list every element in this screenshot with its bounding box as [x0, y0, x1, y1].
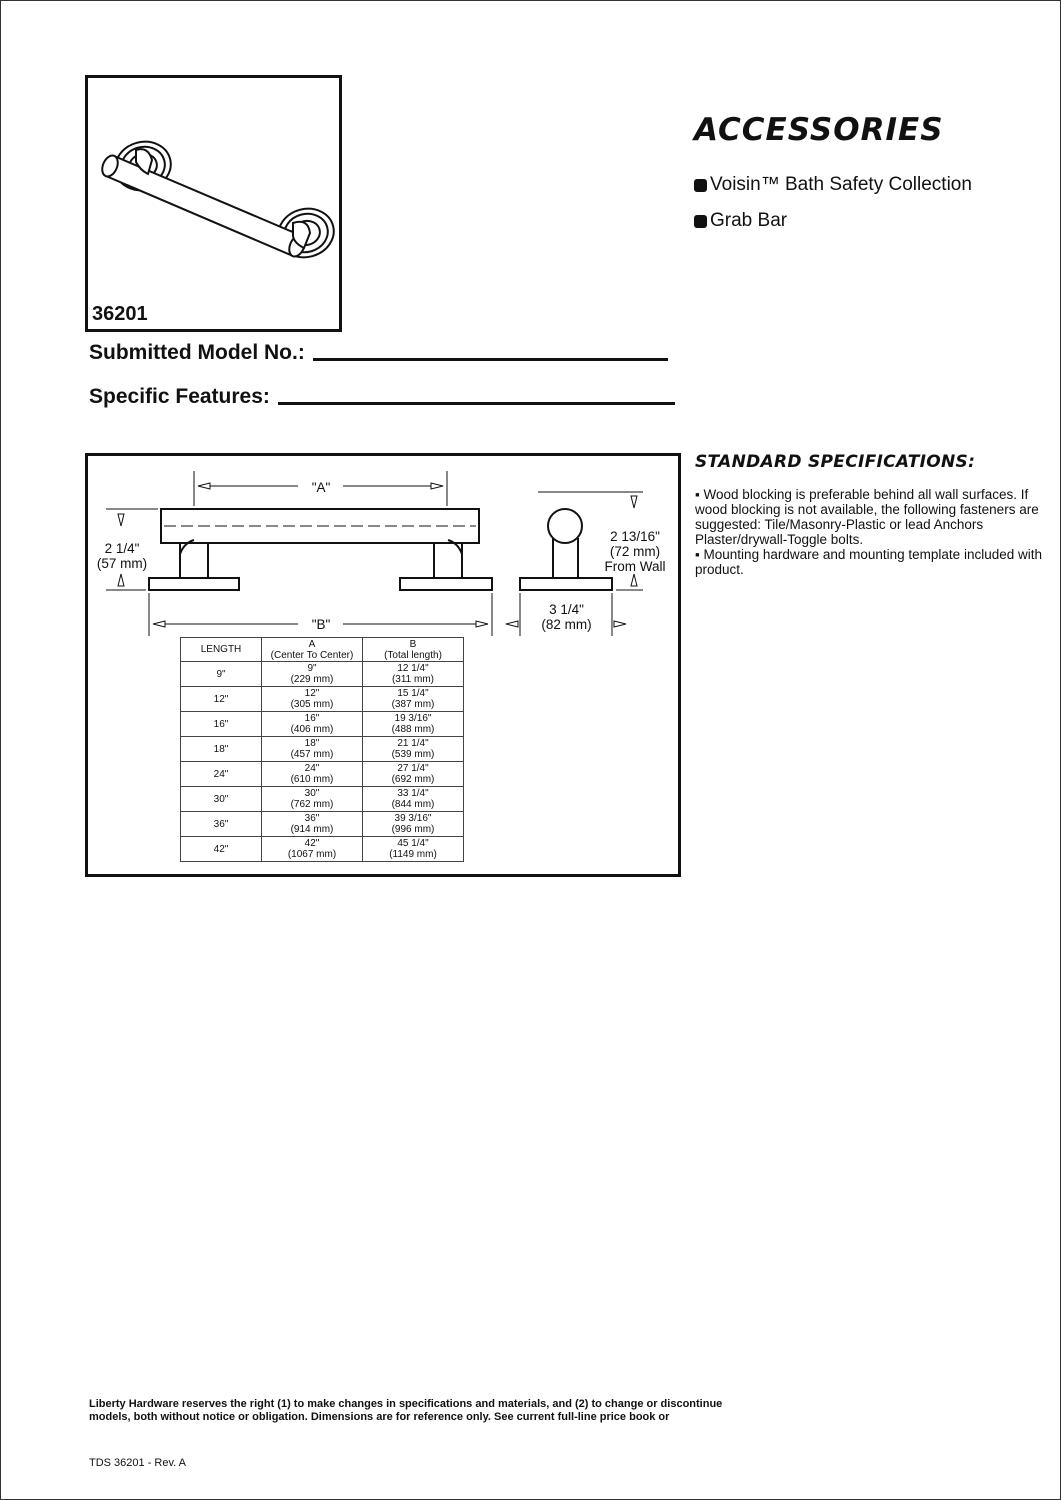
table-row	[181, 762, 464, 787]
b-cell	[363, 787, 464, 812]
height-metric: (57 mm)	[96, 556, 148, 571]
a-cell	[262, 762, 363, 787]
length-cell: 24"	[181, 762, 262, 787]
b-cell	[363, 712, 464, 737]
b-imperial: 21 1/4"	[397, 738, 429, 749]
b-metric: (539 mm)	[391, 749, 435, 760]
projection-note: From Wall	[604, 559, 666, 574]
height-dimension	[90, 541, 154, 571]
a-metric: (406 mm)	[290, 724, 334, 735]
spec-item: ▪ Wood blocking is preferable behind all wall surfaces. If wood blocking is not available, the following fasteners are suggested: Tile/Masonry-Plastic or lead Anchors Plaster/drywall-Toggle bolts.	[695, 487, 1039, 547]
a-cell	[262, 812, 363, 837]
submitted-model-row	[89, 341, 668, 365]
product-image-box	[85, 75, 342, 332]
collection-line	[694, 174, 972, 196]
a-cell	[262, 787, 363, 812]
b-cell	[363, 812, 464, 837]
dimension-a-label: "A"	[311, 480, 331, 495]
document-id: TDS 36201 - Rev. A	[89, 1457, 187, 1469]
a-metric: (1067 mm)	[287, 849, 337, 860]
length-cell: 16"	[181, 712, 262, 737]
length-cell: 18"	[181, 737, 262, 762]
a-metric: (914 mm)	[290, 824, 334, 835]
a-metric: (457 mm)	[290, 749, 334, 760]
specific-features-field[interactable]	[278, 402, 675, 405]
a-metric: (229 mm)	[290, 674, 334, 685]
collection-name: Voisin™ Bath Safety Collection	[710, 174, 972, 195]
product-type: Grab Bar	[710, 210, 788, 231]
projection-metric: (72 mm)	[609, 544, 661, 559]
a-imperial: 24"	[304, 763, 320, 774]
b-imperial: 33 1/4"	[397, 788, 429, 799]
a-cell	[262, 737, 363, 762]
table-row	[181, 662, 464, 687]
height-imperial: 2 1/4"	[104, 541, 140, 556]
table-row	[181, 712, 464, 737]
a-imperial: 30"	[304, 788, 320, 799]
projection-imperial: 2 13/16"	[610, 529, 660, 544]
model-number: 36201	[92, 303, 148, 325]
header-a	[262, 638, 363, 662]
length-cell: 36"	[181, 812, 262, 837]
b-metric: (387 mm)	[391, 699, 435, 710]
b-cell	[363, 762, 464, 787]
b-metric: (692 mm)	[391, 774, 435, 785]
b-imperial: 45 1/4"	[397, 838, 429, 849]
b-cell	[363, 687, 464, 712]
table-row	[181, 687, 464, 712]
dimension-drawing-box	[85, 453, 681, 877]
a-metric: (762 mm)	[290, 799, 334, 810]
product-type-line	[694, 210, 787, 232]
disclaimer: Liberty Hardware reserves the right (1) to make changes in specifications and materials, and (2) to change or discontinue models, both without notice or obligation. Dimensions are for reference only. See current full-line price book or	[89, 1398, 723, 1423]
standard-specs-text	[695, 487, 1055, 577]
dimension-b-label: "B"	[311, 617, 331, 632]
a-imperial: 36"	[304, 813, 320, 824]
submitted-model-field[interactable]	[313, 358, 668, 361]
header-a-sub: (Center To Center)	[270, 649, 354, 661]
length-cell: 30"	[181, 787, 262, 812]
b-metric: (488 mm)	[391, 724, 435, 735]
flange-dimension	[529, 602, 604, 632]
projection-dimension	[600, 529, 670, 574]
square-bullet-icon	[694, 215, 707, 228]
flange-metric: (82 mm)	[541, 617, 592, 632]
header-a-title: A	[308, 638, 316, 650]
table-row	[181, 812, 464, 837]
a-metric: (305 mm)	[290, 699, 334, 710]
header-b-title: B	[409, 638, 417, 650]
b-imperial: 15 1/4"	[397, 688, 429, 699]
page-title: ACCESSORIES	[694, 112, 944, 148]
b-cell	[363, 662, 464, 687]
size-table-header	[181, 638, 464, 662]
header-length: LENGTH	[181, 638, 262, 662]
a-imperial: 42"	[304, 838, 320, 849]
standard-specs-title: STANDARD SPECIFICATIONS:	[695, 452, 976, 472]
b-metric: (844 mm)	[391, 799, 435, 810]
length-cell: 42"	[181, 837, 262, 862]
a-imperial: 9"	[307, 663, 317, 674]
header-b	[363, 638, 464, 662]
b-cell	[363, 837, 464, 862]
square-bullet-icon	[694, 179, 707, 192]
b-imperial: 12 1/4"	[397, 663, 429, 674]
a-metric: (610 mm)	[290, 774, 334, 785]
specific-features-row	[89, 385, 675, 409]
b-imperial: 27 1/4"	[397, 763, 429, 774]
b-imperial: 39 3/16"	[394, 813, 432, 824]
length-cell: 9"	[181, 662, 262, 687]
header-b-sub: (Total length)	[384, 649, 442, 661]
length-cell: 12"	[181, 687, 262, 712]
a-cell	[262, 712, 363, 737]
submitted-model-label: Submitted Model No.:	[89, 341, 305, 364]
flange-imperial: 3 1/4"	[549, 602, 584, 617]
table-row	[181, 837, 464, 862]
b-metric: (1149 mm)	[389, 849, 437, 860]
specific-features-label: Specific Features:	[89, 385, 270, 408]
b-imperial: 19 3/16"	[394, 713, 432, 724]
grab-bar-illustration-icon	[88, 78, 339, 329]
a-imperial: 18"	[304, 738, 320, 749]
a-imperial: 16"	[304, 713, 320, 724]
a-cell	[262, 837, 363, 862]
b-metric: (311 mm)	[391, 674, 435, 685]
b-metric: (996 mm)	[391, 824, 435, 835]
table-row	[181, 737, 464, 762]
size-table	[180, 637, 464, 862]
a-cell	[262, 662, 363, 687]
table-row	[181, 787, 464, 812]
a-cell	[262, 687, 363, 712]
a-imperial: 12"	[304, 688, 320, 699]
spec-item: ▪ Mounting hardware and mounting template included with product.	[695, 547, 1042, 577]
b-cell	[363, 737, 464, 762]
